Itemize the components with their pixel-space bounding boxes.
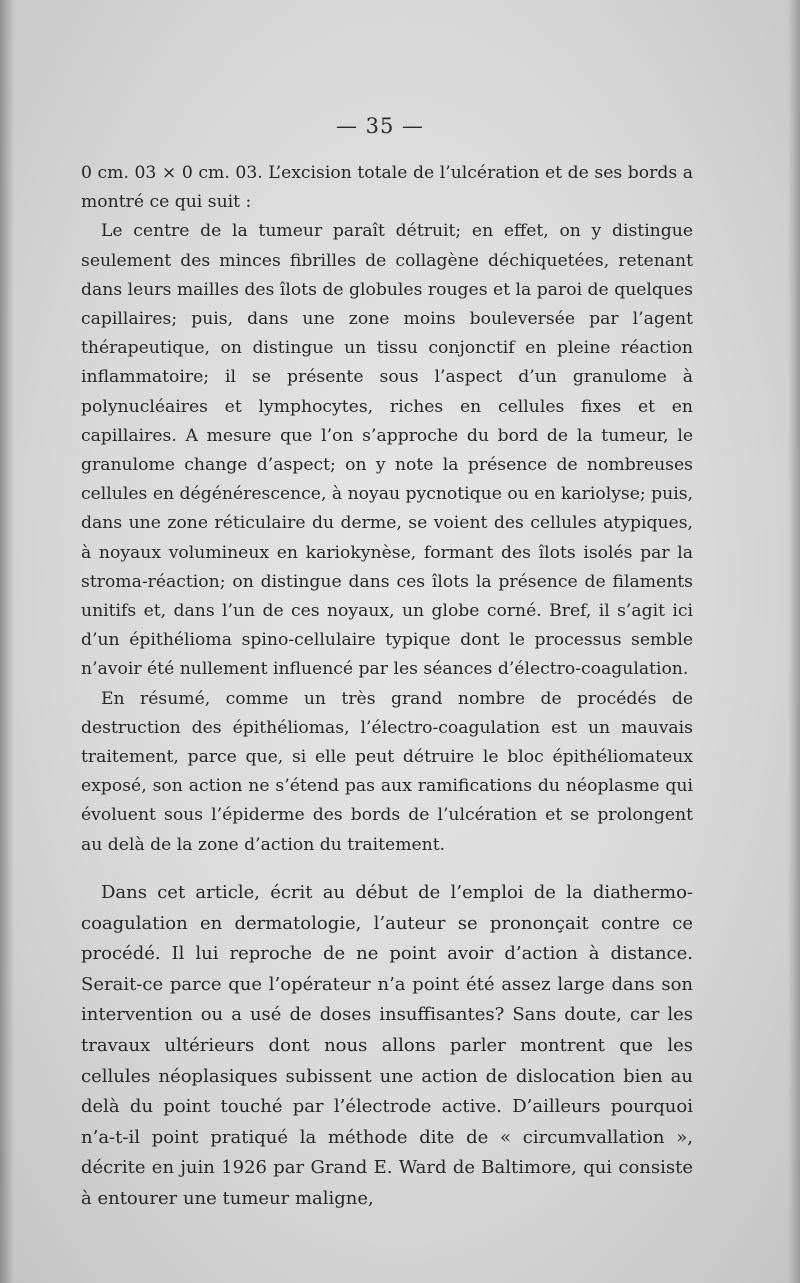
- page-number: — 35 —: [335, 114, 425, 138]
- paragraph-commentary: Dans cet article, écrit au début de l’emploi de la diathermo-coagulation en dermatologie, l’auteur se prononçait contre ce procédé. Il lui reproche de ne point avoir d’action à distance. Serait-ce parce que l’opérateur n’a point été assez large dans son intervention ou a usé de doses insuffisantes? Sans doute, car les travaux ultérieurs dont nous allons parler montrent que les cellules néoplasiques subissent une action de dislocation bien au delà du point touché par l’électrode active. D’ailleurs pourquoi n’a-t-il point pratiqué la méthode dite de « circumvallation », décrite en juin 1926 par Grand E. Ward de Baltimore, qui consiste à entourer une tumeur maligne,: [81, 882, 693, 1209]
- paragraph-tumor-description: Le centre de la tumeur paraît détruit; en effet, on y distingue seulement des minces fibrilles de collagène déchiquetées, retenant dans leurs mailles des îlots de globules rouges et la paroi de quelques capillaires; puis, dans une zone moins bouleversée par l’agent thérapeutique, on distingue un tissu conjonctif en pleine réaction inflammatoire; il se présente sous l’aspect d’un granulome à polynucléaires et lymphocytes, riches en cellules fixes et en capillaires. A mesure que l’on s’approche du bord de la tumeur, le granulome change d’aspect; on y note la présence de nombreuses cellules en dégénérescence, à noyau pycnotique ou en kariolyse; puis, dans une zone réticulaire du derme, se voient des cellules atypiques, à noyaux volumineux en kariokynèse, formant des îlots isolés par la stroma-réaction; on distingue dans ces îlots la présence de filaments unitifs et, dans l’un de ces noyaux, un globe corné. Bref, il s’agit ici d’un épithélioma spino-cellulaire typique dont le processus semble n’avoir été nullement influencé par les séances d’électro-coagulation.: [81, 221, 694, 680]
- lower-text-section: [81, 878, 693, 1215]
- upper-text-section: [81, 159, 693, 860]
- page-right-edge-shadow: [788, 0, 800, 1283]
- paragraph-summary: En résumé, comme un très grand nombre de procédés de destruction des épithéliomas, l’électro-coagulation est un mauvais traitement, parce que, si elle peut détruire le bloc épithéliomateux exposé, son action ne s’étend pas aux ramifications du néoplasme qui évoluent sous l’épiderme des bords de l’ulcération et se prolongent au delà de la zone d’action du traitement.: [81, 688, 693, 855]
- page-left-edge-shadow: [0, 0, 14, 1283]
- paragraph-excision: 0 cm. 03 × 0 cm. 03. L’excision totale de l’ulcération et de ses bords a montré ce qui suit :: [81, 163, 693, 213]
